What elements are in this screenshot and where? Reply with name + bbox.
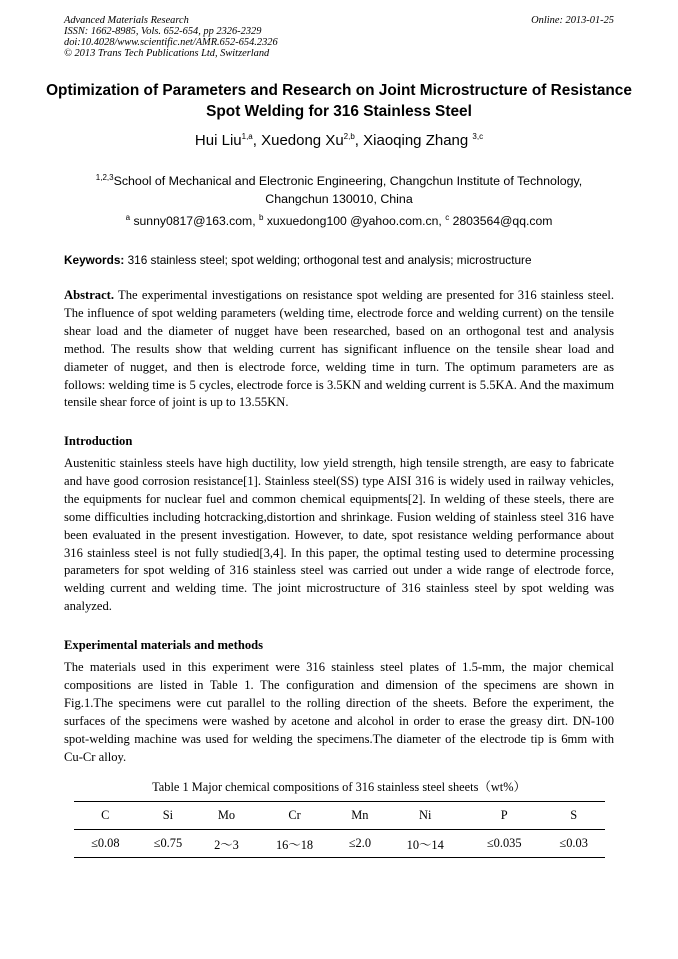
abstract-label: Abstract. <box>64 288 115 302</box>
table-header-cell: P <box>500 808 508 822</box>
section-heading-introduction: Introduction <box>64 434 133 448</box>
author-name: Xuedong Xu <box>261 132 344 149</box>
keywords <box>64 252 624 268</box>
author-name: Xiaoqing Zhang <box>363 132 469 149</box>
table-row <box>74 830 605 858</box>
table-header-cell: Ni <box>419 808 432 822</box>
table-cell: ≤0.03 <box>559 836 588 850</box>
table-header-cell: Mo <box>217 808 236 822</box>
journal-issn: ISSN: 1662-8985, Vols. 652-654, pp 2326-2329 <box>64 26 262 37</box>
table-header-row <box>74 802 605 830</box>
keywords-text: 316 stainless steel; spot welding; orthogonal test and analysis; microstructure <box>127 253 532 267</box>
table-header-cell: S <box>570 808 578 822</box>
table-cell: ≤0.08 <box>91 836 120 850</box>
introduction-paragraph: Austenitic stainless steels have high ductility, low yield strength, high tensile strength, are easy to fabricate and have good corrosion resistance[1]. Stainless steel(SS) type AISI 316 is widely used in railway vehicles, the equipments for nuclear fuel and common chemical equipments[2]. In welding of these steels, there are some difficulties including hotcracking,distortion and shrinkage. Fusion welding of stainless steel 316 have been evaluated in the present investigation. However, to date, spot resistance welding performance about 316 stainless steel is not fully studied[3,4]. In this paper, the optimal testing used to determine processing parameters for spot welding of 316 stainless steel was carried out under a wide range of electrode force, welding current and welding time. The joint microstructure of 316 stainless steel by spot welding was analyzed. <box>64 456 614 614</box>
author-affiliation-mark: 2,b <box>343 132 355 141</box>
email-mark: a <box>125 212 131 222</box>
table-cell: 2～3 <box>214 837 239 852</box>
author-affiliation-mark: 3,c <box>472 132 484 141</box>
email-address: 2803564@qq.com <box>452 214 553 228</box>
author-name: Hui Liu <box>194 132 242 149</box>
table-header-cell: Mn <box>351 808 369 822</box>
abstract <box>64 287 614 412</box>
table-header-cell: Si <box>162 808 174 822</box>
email-mark: b <box>258 212 264 222</box>
email-address: xuxuedong100 @yahoo.com.cn, <box>266 214 442 228</box>
email-address: sunny0817@163.com, <box>133 214 256 228</box>
table-cell: 10～14 <box>406 837 444 852</box>
table-header-cell: C <box>101 808 110 822</box>
journal-doi: doi:10.4028/www.scientific.net/AMR.652-654.2326 <box>64 37 278 48</box>
paper-title: Optimization of Parameters and Research on Joint Microstructure of Resistance Spot Welding for 316 Stainless Steel <box>46 82 632 120</box>
section-heading-methods: Experimental materials and methods <box>64 638 264 652</box>
email-list <box>40 213 638 229</box>
email-mark: c <box>445 212 450 222</box>
author-list: Hui Liu$^{1,a}$, Xuedong Xu$^{2,b}$, Xiaoqing Zhang $^{3,c}$ <box>194 132 484 149</box>
online-date: Online: 2013-01-25 <box>531 15 614 26</box>
journal-header <box>64 15 278 59</box>
affiliation-line: Changchun 130010, China <box>265 192 413 206</box>
affiliation <box>40 172 638 208</box>
journal-copyright: © 2013 Trans Tech Publications Ltd, Switzerland <box>64 48 270 59</box>
author-affiliation-mark: 1,a <box>241 132 253 141</box>
composition-table <box>74 801 605 858</box>
affiliation-mark: 1,2,3 <box>95 172 114 182</box>
table-cell: ≤0.035 <box>486 836 522 850</box>
keywords-label: Keywords: <box>64 253 125 267</box>
table-caption: Table 1 Major chemical compositions of 316 stainless steel sheets（wt%） <box>152 780 526 794</box>
abstract-text: The experimental investigations on resistance spot welding are presented for 316 stainless steel. The influence of spot welding parameters (welding time, electrode force and welding current) on the tensile shear load and the diameter of nugget have been researched, based on an orthogonal test and analysis method. The results show that welding current has significant influence on the tensile shear load and diameter of nugget, and then is electrode force, welding time in turn. The optimum parameters are as follows: welding time is 5 cycles, electrode force is 3.5KN and welding current is 5.5KA. And the maximum tensile shear force of joint is up to 13.55KN. <box>64 288 614 410</box>
affiliation-line: School of Mechanical and Electronic Engineering, Changchun Institute of Technology, <box>113 174 583 188</box>
table-cell: ≤0.75 <box>153 836 183 850</box>
table-header-cell: Cr <box>288 808 301 822</box>
table-cell: ≤2.0 <box>348 836 372 850</box>
journal-name: Advanced Materials Research <box>64 15 189 26</box>
methods-paragraph: The materials used in this experiment were 316 stainless steel plates of 1.5-mm, the major chemical compositions are listed in Table 1. The configuration and dimension of the specimens are shown in Fig.1.The specimens were cut parallel to the rolling direction of the sheets. Before the experiment, the surfaces of the specimens were washed by acetone and alcohol in order to erase the greasy dirt. DN-100 spot-welding machine was used for welding the specimens.The diameter of the electrode tip is 6mm with Cu-Cr alloy. <box>64 660 614 764</box>
table-cell: 16～18 <box>275 837 314 852</box>
